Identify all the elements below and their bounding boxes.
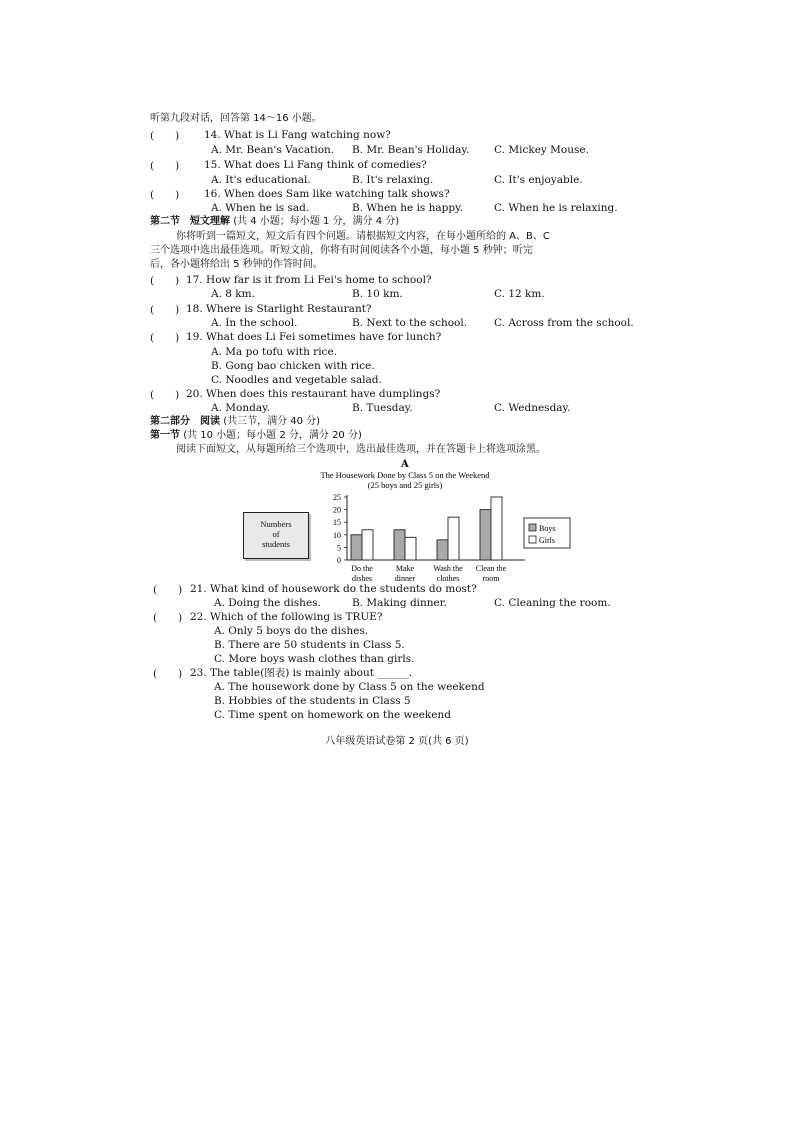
housework-bar-chart <box>240 456 580 586</box>
chart-subtitle: (25 boys and 25 girls) <box>367 480 443 490</box>
q17-option-b: B. 10 km. <box>352 288 403 300</box>
q15-option-b: B. It's relaxing. <box>352 174 434 186</box>
q17-option-a: A. 8 km. <box>211 288 255 300</box>
q14-option-b: B. Mr. Bean's Holiday. <box>352 144 470 156</box>
bar-boys-2 <box>394 530 405 560</box>
q16-option-a: A. When he is sad. <box>211 202 310 214</box>
q19-option-b: B. Gong bao chicken with rice. <box>211 360 375 372</box>
q23-answer-bracket[interactable]: ( ) <box>153 668 183 680</box>
q20-option-b: B. Tuesday. <box>352 402 413 414</box>
legend-label-boys: Boys <box>539 524 556 533</box>
q14-option-c: C. Mickey Mouse. <box>494 144 589 156</box>
q14-stem: 14. What is Li Fang watching now? <box>204 129 391 141</box>
part2-heading: 第二节 短文理解 <box>150 216 230 227</box>
q16-option-c: C. When he is relaxing. <box>494 202 618 214</box>
q20-option-c: C. Wednesday. <box>494 402 571 414</box>
x-tick-label: room <box>482 574 500 583</box>
part2-instruction-line-2: 三个选项中选出最佳选项。听短文前，你将有时间阅读各个小题，每小题 5 秒钟；听完 <box>150 245 533 256</box>
q17-answer-bracket[interactable]: ( ) <box>150 275 180 287</box>
q22-option-b: B. There are 50 students in Class 5. <box>214 639 405 651</box>
q16-option-b: B. When he is happy. <box>352 202 463 214</box>
bar-boys-3 <box>437 540 448 560</box>
q16-answer-bracket[interactable]: ( ) <box>150 189 180 201</box>
y-axis-label-line: of <box>272 529 280 539</box>
y-tick-label: 0 <box>337 556 341 565</box>
q21-stem: 21. What kind of housework do the students do most? <box>190 583 477 595</box>
section-9-instruction: 听第九段对话，回答第 14～16 小题。 <box>150 113 322 124</box>
legend-swatch-boys <box>529 524 536 531</box>
q23-option-b: B. Hobbies of the students in Class 5 <box>214 695 411 707</box>
part2-instruction-line-1: 你将听到一篇短文，短文后有四个问题。请根据短文内容，在每小题所给的 A、B、C <box>176 231 550 242</box>
q20-answer-bracket[interactable]: ( ) <box>150 389 180 401</box>
q21-option-a: A. Doing the dishes. <box>214 597 321 609</box>
section-1-scoring-note: (共 10 小题；每小题 2 分，满分 20 分) <box>183 430 362 441</box>
q23-option-c: C. Time spent on homework on the weekend <box>214 709 451 721</box>
bar-girls-4 <box>491 497 502 560</box>
q21-option-b: B. Making dinner. <box>352 597 447 609</box>
q15-option-c: C. It's enjoyable. <box>494 174 583 186</box>
x-tick-label: dinner <box>394 574 416 583</box>
q17-stem: 17. How far is it from Li Fei's home to school? <box>186 274 432 286</box>
passage-label: A <box>401 459 409 470</box>
q18-stem: 18. Where is Starlight Restaurant? <box>186 303 372 315</box>
part2-instruction-line-3: 后，各小题将给出 5 秒钟的作答时间。 <box>150 259 323 270</box>
x-tick-label: Do the <box>351 564 373 573</box>
x-tick-label: dishes <box>352 574 372 583</box>
bar-girls-3 <box>448 517 459 560</box>
legend-swatch-girls <box>529 536 536 543</box>
q18-option-c: C. Across from the school. <box>494 317 634 329</box>
q21-option-c: C. Cleaning the room. <box>494 597 611 609</box>
y-tick-label: 15 <box>333 518 341 528</box>
y-tick-label: 5 <box>337 543 341 553</box>
x-tick-label: Clean the <box>475 564 507 573</box>
y-tick-label: 10 <box>333 530 341 540</box>
q19-option-a: A. Ma po tofu with rice. <box>211 346 337 358</box>
chart-title: The Housework Done by Class 5 on the Weekend <box>320 470 490 480</box>
q18-option-a: A. In the school. <box>211 317 298 329</box>
q15-stem: 15. What does Li Fang think of comedies? <box>204 159 427 171</box>
q20-stem: 20. When does this restaurant have dumplings? <box>186 388 441 400</box>
bar-boys-4 <box>480 510 491 560</box>
x-tick-label: clothes <box>436 574 460 583</box>
q17-option-c: C. 12 km. <box>494 288 545 300</box>
y-axis-label-line: students <box>262 539 290 549</box>
y-tick-label: 20 <box>333 505 341 515</box>
page-footer: 八年级英语试卷第 2 页(共 6 页) <box>325 736 469 747</box>
bar-boys-1 <box>351 535 362 560</box>
q22-option-a: A. Only 5 boys do the dishes. <box>214 625 369 637</box>
q16-stem: 16. When does Sam like watching talk shows? <box>204 188 450 200</box>
q18-option-b: B. Next to the school. <box>352 317 468 329</box>
q15-option-a: A. It's educational. <box>211 174 311 186</box>
q20-option-a: A. Monday. <box>211 402 270 414</box>
section-1-heading: 第一节 <box>150 430 180 441</box>
section-1-instruction: 阅读下面短文，从每题所给三个选项中，选出最佳选项，并在答题卡上将选项涂黑。 <box>176 444 546 455</box>
bar-girls-1 <box>362 530 373 560</box>
part2-scoring-note: (共 4 小题；每小题 1 分，满分 4 分) <box>233 216 400 227</box>
q19-stem: 19. What does Li Fei sometimes have for lunch? <box>186 331 442 343</box>
q22-option-c: C. More boys wash clothes than girls. <box>214 653 415 665</box>
q19-answer-bracket[interactable]: ( ) <box>150 332 180 344</box>
q15-answer-bracket[interactable]: ( ) <box>150 160 180 172</box>
q22-answer-bracket[interactable]: ( ) <box>153 612 183 624</box>
x-tick-label: Make <box>395 564 415 573</box>
q23-stem: 23. The table(图表) is mainly about ______. <box>190 667 413 679</box>
y-axis-label-line: Numbers <box>260 519 292 529</box>
reading-scoring-note: (共三节，满分 40 分) <box>223 416 321 427</box>
q19-option-c: C. Noodles and vegetable salad. <box>211 374 382 386</box>
q21-answer-bracket[interactable]: ( ) <box>153 584 183 596</box>
reading-heading: 第二部分 阅读 <box>150 416 220 427</box>
x-tick-label: Wash the <box>433 564 463 573</box>
bar-girls-2 <box>405 537 416 560</box>
legend-label-girls: Girls <box>539 536 555 545</box>
q18-answer-bracket[interactable]: ( ) <box>150 304 180 316</box>
y-tick-label: 25 <box>333 493 341 502</box>
q14-option-a: A. Mr. Bean's Vacation. <box>211 144 335 156</box>
q22-stem: 22. Which of the following is TRUE? <box>190 611 383 623</box>
q23-option-a: A. The housework done by Class 5 on the weekend <box>214 681 485 693</box>
q14-answer-bracket[interactable]: ( ) <box>150 130 180 142</box>
